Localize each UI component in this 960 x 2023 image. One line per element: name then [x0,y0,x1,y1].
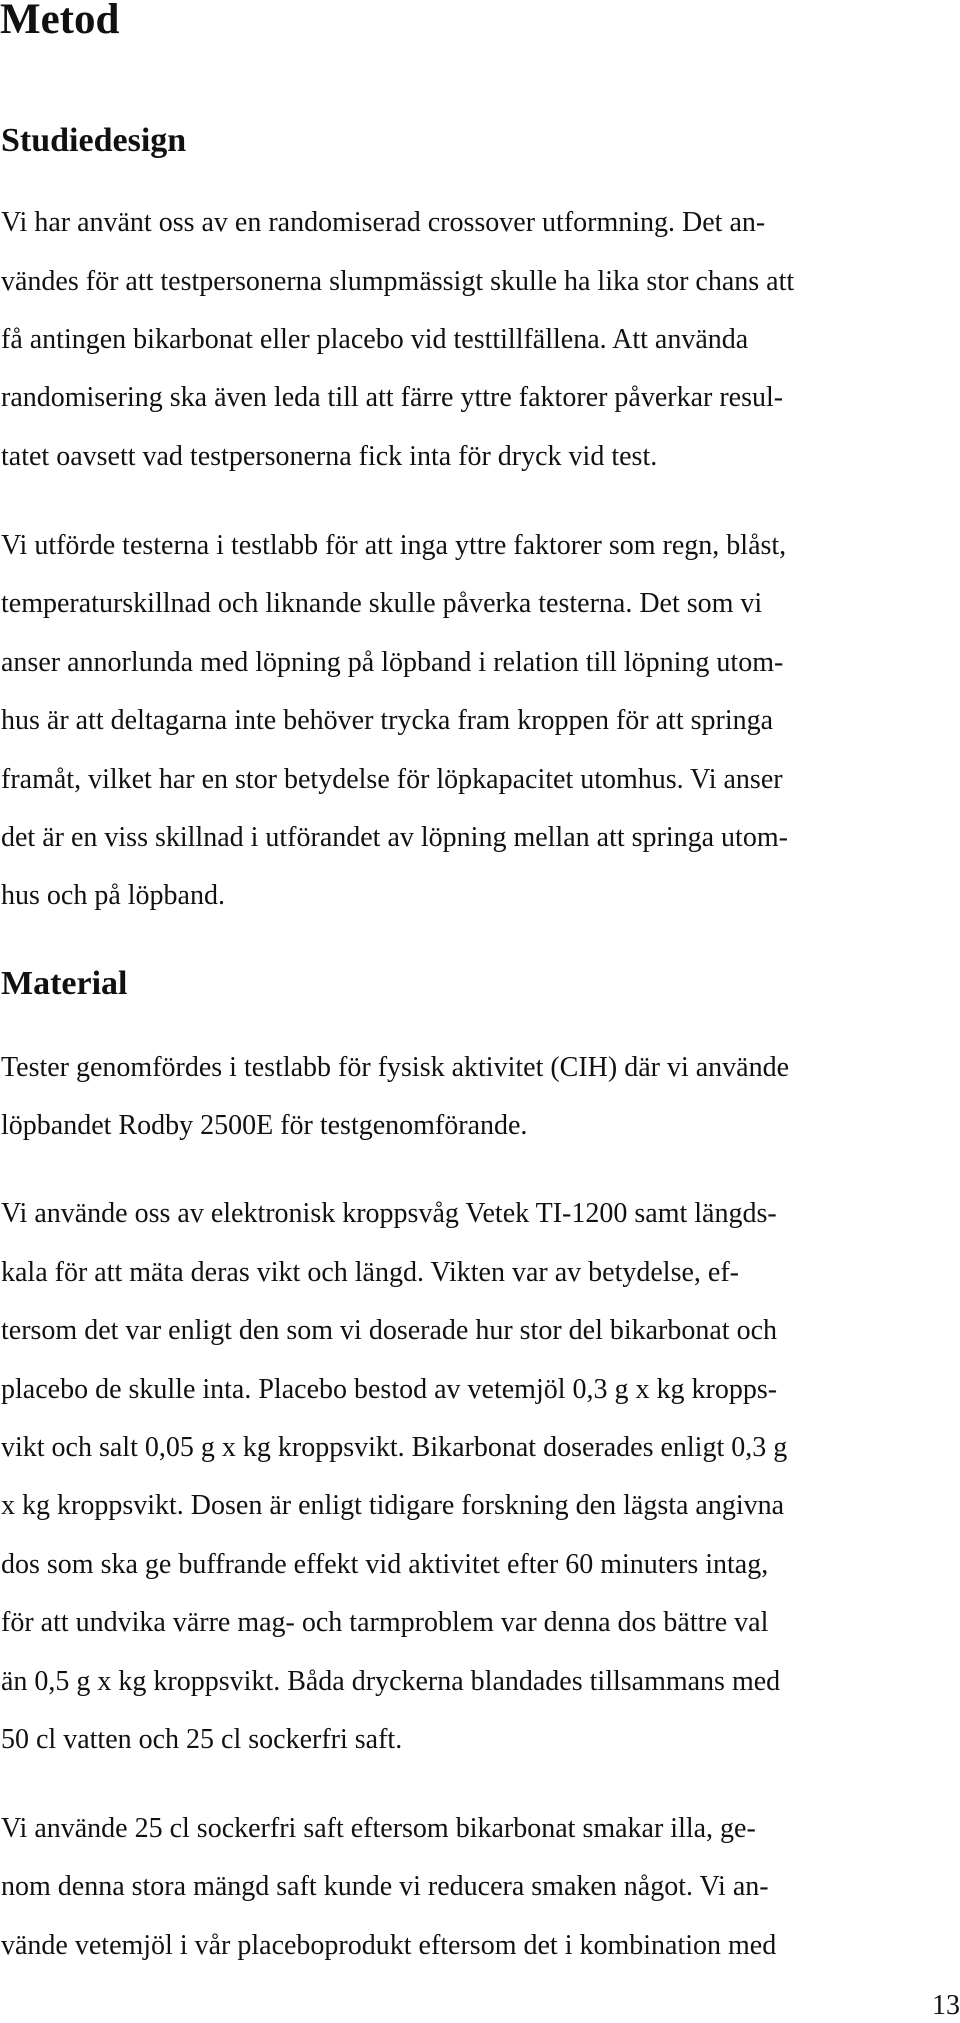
text-line: vändes för att testpersonerna slumpmässigt skulle ha lika stor chans att [1,266,795,297]
text-line: Vi använde oss av elektronisk kroppsvåg Vetek TI-1200 samt längds- [1,1198,777,1229]
text-line: Vi utförde testerna i testlabb för att inga yttre faktorer som regn, blåst, [1,530,787,561]
text-line: x kg kroppsvikt. Dosen är enligt tidigare forskning den lägsta angivna [1,1490,785,1521]
text-line: för att undvika värre mag- och tarmproblem var denna dos bättre val [1,1607,769,1638]
text-line: placebo de skulle inta. Placebo bestod av vetemjöl 0,3 g x kg kropps- [1,1374,778,1405]
text-line: få antingen bikarbonat eller placebo vid testtillfällena. Att använda [1,324,749,355]
text-line: än 0,5 g x kg kroppsvikt. Båda dryckerna blandades tillsammans med [1,1666,781,1697]
text-line: Tester genomfördes i testlabb för fysisk aktivitet (CIH) där vi använde [1,1052,790,1083]
text-line: hus och på löpband. [1,880,225,911]
section-heading-material: Material [1,965,128,1002]
text-line: nom denna stora mängd saft kunde vi reducera smaken något. Vi an- [1,1871,769,1902]
text-line: temperaturskillnad och liknande skulle påverka testerna. Det som vi [1,588,763,619]
text-line: Vi har använt oss av en randomiserad crossover utformning. Det an- [1,207,766,238]
text-line: randomisering ska även leda till att färre yttre faktorer påverkar resul- [1,382,784,413]
text-line: löpbandet Rodby 2500E för testgenomförande. [1,1110,528,1141]
text-line: vände vetemjöl i vår placeboprodukt eftersom det i kombination med [1,1930,777,1961]
text-line: framåt, vilket har en stor betydelse för löpkapacitet utomhus. Vi anser [1,764,783,795]
text-line: vikt och salt 0,05 g x kg kroppsvikt. Bikarbonat doserades enligt 0,3 g [1,1432,788,1463]
text-line: dos som ska ge buffrande effekt vid aktivitet efter 60 minuters intag, [1,1549,769,1580]
main-heading: Metod [0,0,120,43]
text-line: tersom det var enligt den som vi doserade hur stor del bikarbonat och [1,1315,778,1346]
text-line: hus är att deltagarna inte behöver trycka fram kroppen för att springa [1,705,774,736]
text-line: Vi använde 25 cl sockerfri saft eftersom bikarbonat smakar illa, ge- [1,1813,756,1844]
page-number: 13 [932,1990,960,2021]
text-line: kala för att mäta deras vikt och längd. Vikten var av betydelse, ef- [1,1257,739,1288]
text-line: tatet oavsett vad testpersonerna fick inta för dryck vid test. [1,441,658,472]
text-line: 50 cl vatten och 25 cl sockerfri saft. [1,1724,403,1755]
text-line: anser annorlunda med löpning på löpband i relation till löpning utom- [1,647,784,678]
text-line: det är en viss skillnad i utförandet av löpning mellan att springa utom- [1,822,788,853]
section-heading-studiedesign: Studiedesign [1,122,187,159]
